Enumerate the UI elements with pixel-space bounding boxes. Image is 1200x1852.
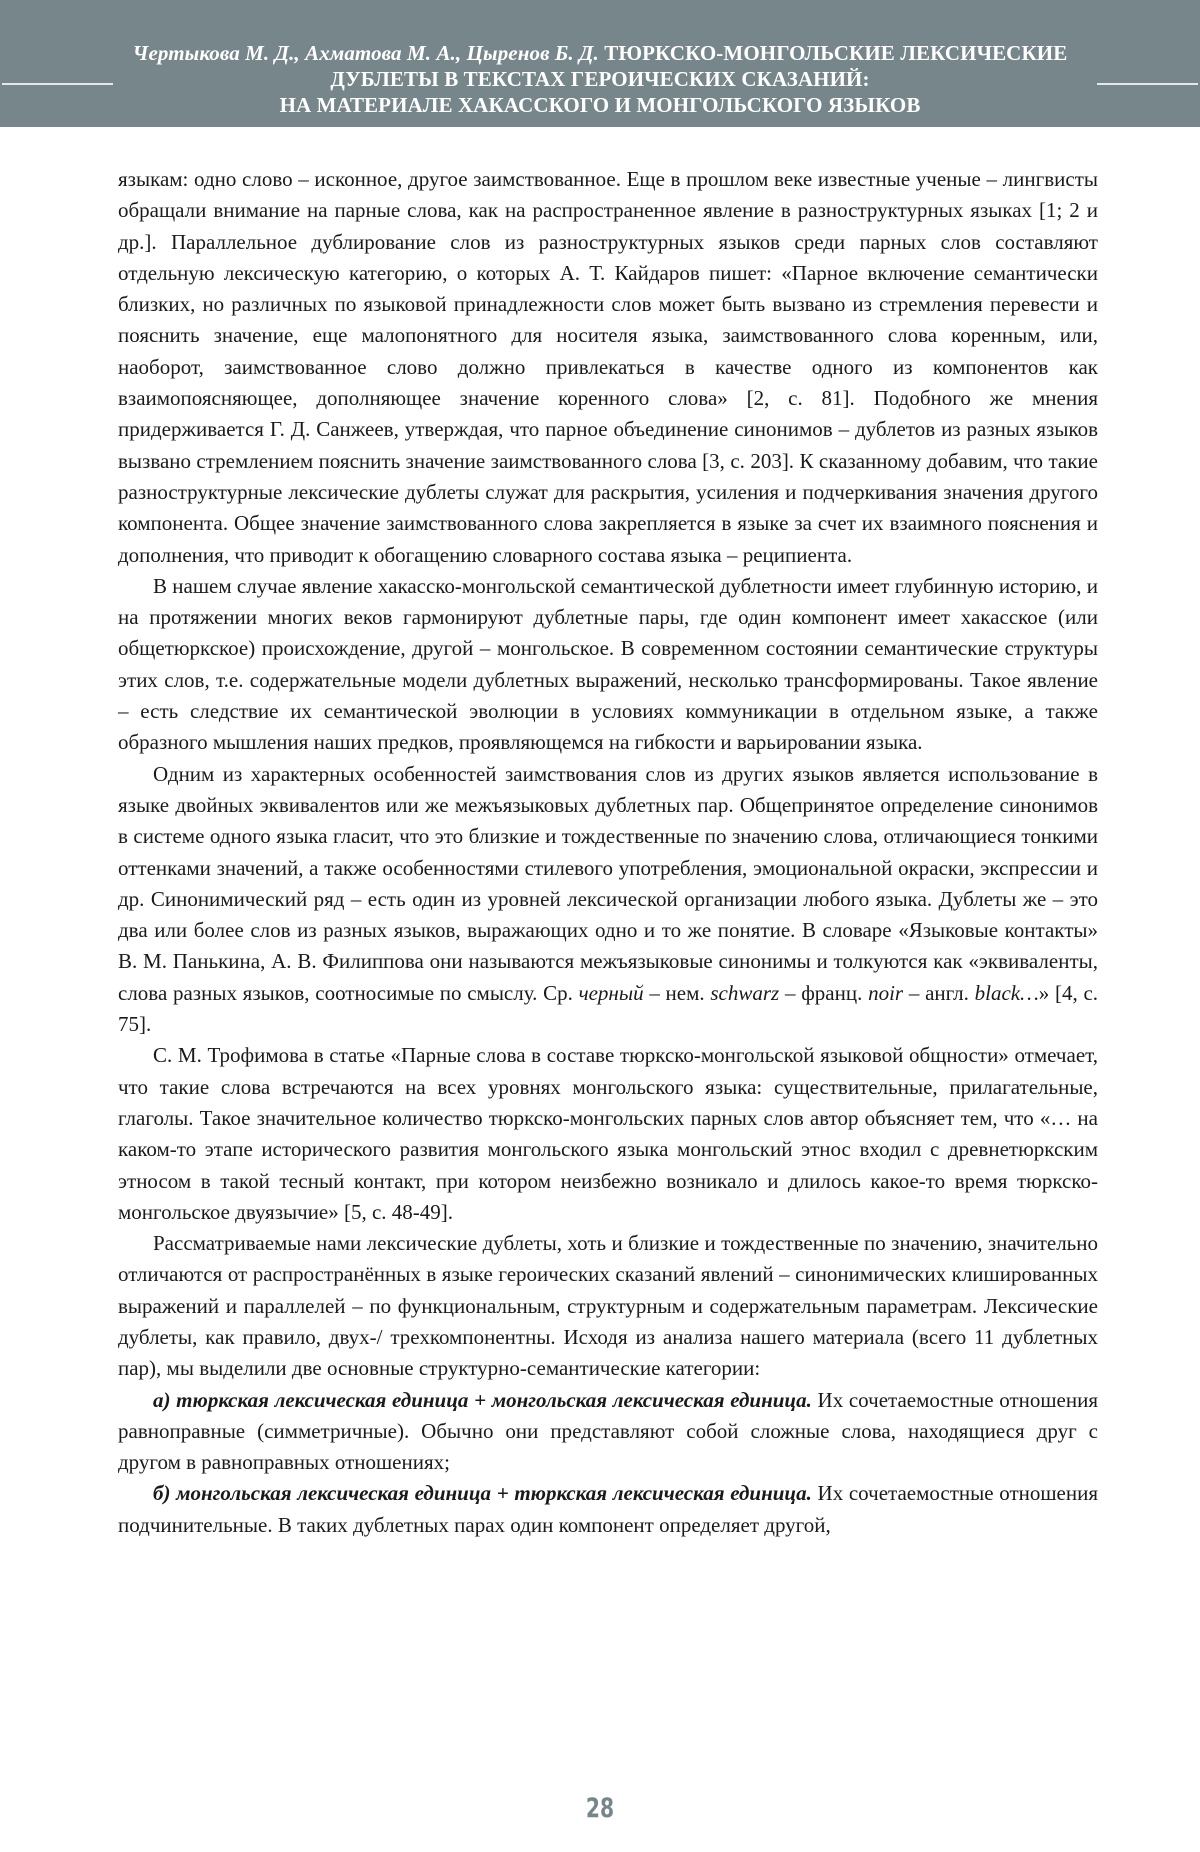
list-item-b-text: Их сочетаемостные отношения подчинительные. В таких дублетных парах один компонент определяет другой, <box>118 1481 1098 1537</box>
example-german: schwarz <box>710 980 780 1005</box>
list-item-a <box>118 1385 1098 1479</box>
paragraph-5: Рассматриваемые нами лексические дублеты, хоть и близкие и тождественные по значению, значительно отличаются от распространённых в языке героических сказаний явлений – синонимических клишированных выражений и параллелей – по функциональным, структурным и содержательным параметрам. Лексические дублеты, как правило, двух-/ трехкомпонентны. Исходя из анализа нашего материала (всего 11 дублетных пар), мы выделили две основные структурно-семантические категории: <box>118 1231 1098 1381</box>
paragraph-4: С. М. Трофимова в статье «Парные слова в составе тюркско-монгольской языковой общности» отмечает, что такие слова встречаются на всех уровнях монгольского языка: существительные, прилагательные, глаголы. Такое значительное количество тюркско-монгольских парных слов автор объясняет тем, что «… на каком-то этапе исторического развития монгольского языка монгольский этнос входил с древнетюркским этносом в такой тесный контакт, при котором неизбежно возникало и длилось какое-то время тюркско-монгольское двуязычие» [5, с. 48-49]. <box>118 1043 1098 1224</box>
header-title-line-3: НА МАТЕРИАЛЕ ХАКАССКОГО И МОНГОЛЬСКОГО ЯЗЫКОВ <box>279 93 921 117</box>
example-sep-3: – англ. <box>908 980 969 1005</box>
list-item-a-text: Их сочетаемостные отношения равноправные (симметричные). Обычно они представляют собой сложные слова, находящиеся друг с другом в равноправных отношениях; <box>118 1387 1098 1475</box>
example-french: noir <box>868 980 904 1005</box>
list-item-a-label: а) тюркская лексическая единица + монгольская лексическая единица. <box>153 1387 812 1412</box>
article-body <box>118 164 1098 1541</box>
example-russian: черный <box>578 980 644 1005</box>
example-sep-1: – нем. <box>649 980 705 1005</box>
paragraph-3-text: Одним из характерных особенностей заимствования слов из других языков является использование в языке двойных эквивалентов или же межъязыковых дублетных пар. Общепринятое определение синонимов в системе одного языка гласит, что это близкие и тождественные по значению слова, отличающиеся тонкими оттенками значений, а также особенностями стилевого употребления, эмоциональной окраски, экспрессии и др. Синонимический ряд – есть один из уровней лексической организации любого языка. Дублеты же – это два или более слов из разных языков, выражающих одно и то же понятие. В словаре «Языковые контакты» В. М. Панькина, А. В. Филиппова они называются межъязыковые синонимы и толкуются как «эквиваленты, слова разных языков, соотносимые по смыслу. Ср. <box>118 761 1098 1005</box>
header-title-line-2: ДУБЛЕТЫ В ТЕКСТАХ ГЕРОИЧЕСКИХ СКАЗАНИЙ: <box>330 67 870 91</box>
header-line-1 <box>40 40 1160 66</box>
running-header <box>0 0 1200 127</box>
header-authors: Чертыкова М. Д., Ахматова М. А., Цыренов Б. Д. <box>132 41 599 65</box>
running-header-title <box>40 40 1160 118</box>
page-number: 28 <box>585 1793 615 1824</box>
paragraph-3 <box>118 759 1098 1041</box>
paragraph-3-citation: » [4, с. 75]. <box>118 980 1099 1037</box>
list-item-b <box>118 1478 1098 1541</box>
example-sep-2: – франц. <box>784 980 863 1005</box>
header-title-line-1: ТЮРКСКО-МОНГОЛЬСКИЕ ЛЕКСИЧЕСКИЕ <box>604 41 1068 65</box>
list-item-b-label: б) монгольская лексическая единица + тюркская лексическая единица. <box>153 1481 812 1506</box>
example-english: black… <box>974 980 1039 1005</box>
paragraph-1: языкам: одно слово – исконное, другое заимствованное. Еще в прошлом веке известные ученые – лингвисты обращали внимание на парные слова, как на распространенное явление в разноструктурных языках [1; 2 и др.]. Параллельное дублирование слов из разноструктурных языков среди парных слов составляют отдельную лексическую категорию, о которых А. Т. Кайдаров пишет: «Парное включение семантически близких, но различных по языковой принадлежности слов может быть вызвано из стремления перевести и пояснить значение, еще малопонятного для носителя языка, заимствованного слова коренным, или, наоборот, заимствованное слово должно привлекаться в качестве одного из компонентов как взаимопоясняющее, дополняющее значение коренного слова» [2, с. 81]. Подобного же мнения придерживается Г. Д. Санжеев, утверждая, что парное объединение синонимов – дублетов из разных языков вызвано стремлением пояснить значение заимствованного слова [3, с. 203]. К сказанному добавим, что такие разноструктурные лексические дублеты служат для раскрытия, усиления и подчеркивания значения другого компонента. Общее значение заимствованного слова закрепляется в языке за счет их взаимного пояснения и дополнения, что приводит к обогащению словарного состава языка – реципиента. <box>118 167 1098 567</box>
paragraph-2: В нашем случае явление хакасско-монгольской семантической дублетности имеет глубинную историю, и на протяжении многих веков гармонируют дублетные пары, где один компонент имеет хакасское (или общетюркское) происхождение, другой – монгольское. В современном состоянии семантические структуры этих слов, т.е. содержательные модели дублетных выражений, несколько трансформированы. Такое явление – есть следствие их семантической эволюции в условиях коммуникации в отдельном языке, а также образного мышления наших предков, проявляющемся на гибкости и варьировании языка. <box>118 573 1098 755</box>
